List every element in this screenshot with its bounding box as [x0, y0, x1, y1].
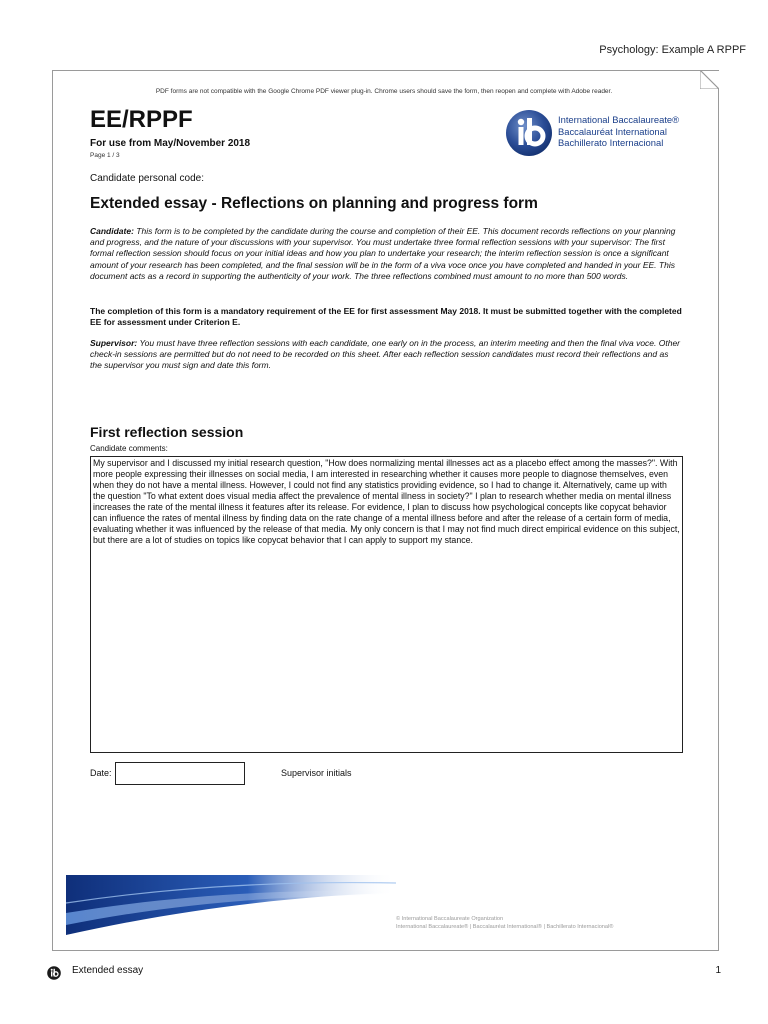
ib-footer-logo-icon	[47, 966, 61, 980]
ib-name-en: International Baccalaureate®	[558, 114, 680, 125]
supervisor-initials-label: Supervisor initials	[281, 768, 352, 778]
copyright-line: © International Baccalaureate Organization	[396, 916, 504, 922]
date-field[interactable]	[115, 762, 245, 785]
mandatory-notice: The completion of this form is a mandatory requirement of the EE for first assessment May 2018. It must be submitted together with the completed EE for assessment under Criterion E.	[90, 306, 682, 328]
form-use-from: For use from May/November 2018	[90, 138, 251, 149]
candidate-lead: Candidate:	[90, 226, 134, 236]
chrome-notice: PDF forms are not compatible with the Google Chrome PDF viewer plug-in. Chrome users should save the form, then reopen and complete with Adobe reader.	[155, 88, 613, 95]
candidate-instructions	[90, 226, 682, 282]
ib-banner-graphic	[66, 873, 396, 935]
ib-name-fr: Baccalauréat International	[558, 125, 667, 137]
copyright	[396, 916, 613, 931]
comments-label: Candidate comments:	[90, 444, 168, 453]
candidate-comments-field[interactable]: My supervisor and I discussed my initial research question, "How does normalizing mental illnesses act as a placebo effect among the masses?". With more people expressing their illnesses on social media, I am interested in researching whether it causes more people to diagnose themselves, even when they do not have a mental illness. However, I could not find any statistics providing evidence, so I had to change it. Alternatively, came up with the question "To what extent does visual media affect the prevalence of mental illness in society?" I plan to research whether media on mental illness increases the rate of the mental illness it features after its release. For evidence, I plan to discuss how psychological concepts like copycat behavior can influence the rates of mental illness by finding data on the rate change of a mental illness before and after the release of a certain form of media, evaluating whether it was influenced by the release of that media. My only concern is that I may not find much direct empirical evidence on this subject, but there are a lot of studies on topics like copycat behavior that I can apply to support my stance.	[90, 456, 683, 753]
supervisor-text: You must have three reflection sessions with each candidate, one early on in the process, an interim meeting and then the final viva voce. Other check-in sessions are permitted but do not need to be recorded on this sheet. After each reflection session candidates must record their reflections and as the supervisor you must sign and date this form.	[90, 338, 680, 371]
ib-name-es: Bachillerato Internacional	[558, 137, 664, 148]
date-label: Date:	[90, 768, 112, 778]
sheet-edge	[718, 88, 719, 951]
section-title: First reflection session	[90, 424, 244, 440]
supervisor-instructions	[90, 338, 682, 372]
form-title: Extended essay - Reflections on planning and progress form	[90, 195, 538, 212]
copyright-line: International Baccalaureate® | Baccalauréat International® | Bachillerato Internacional®	[396, 923, 614, 930]
page-corner-fold-icon	[700, 70, 719, 89]
running-head: Psychology: Example A RPPF	[599, 44, 746, 56]
footer-page-number: 1	[715, 965, 721, 976]
supervisor-lead: Supervisor:	[90, 338, 138, 348]
form-page-number: Page 1 / 3	[90, 152, 120, 159]
ib-names	[558, 114, 679, 149]
ib-logo-icon	[505, 109, 553, 157]
form-code: EE/RPPF	[90, 106, 193, 133]
footer-label: Extended essay	[72, 965, 144, 976]
personal-code-label: Candidate personal code:	[90, 173, 204, 184]
candidate-text: This form is to be completed by the candidate during the course and completion of their EE. This document records reflections on your planning and progress, and the nature of your discussions with your supervisor. You must undertake three formal reflection sessions with your supervisor: The first formal reflection session should focus on your initial ideas and how you plan to undertake your research; the interim reflection session is once a significant amount of your research has been completed, and the final session will be in the form of a viva voce once you have completed and handed in your EE. This document acts as a record in supporting the authenticity of your work. The three reflections combined must amount to no more than 500 words.	[90, 226, 676, 281]
